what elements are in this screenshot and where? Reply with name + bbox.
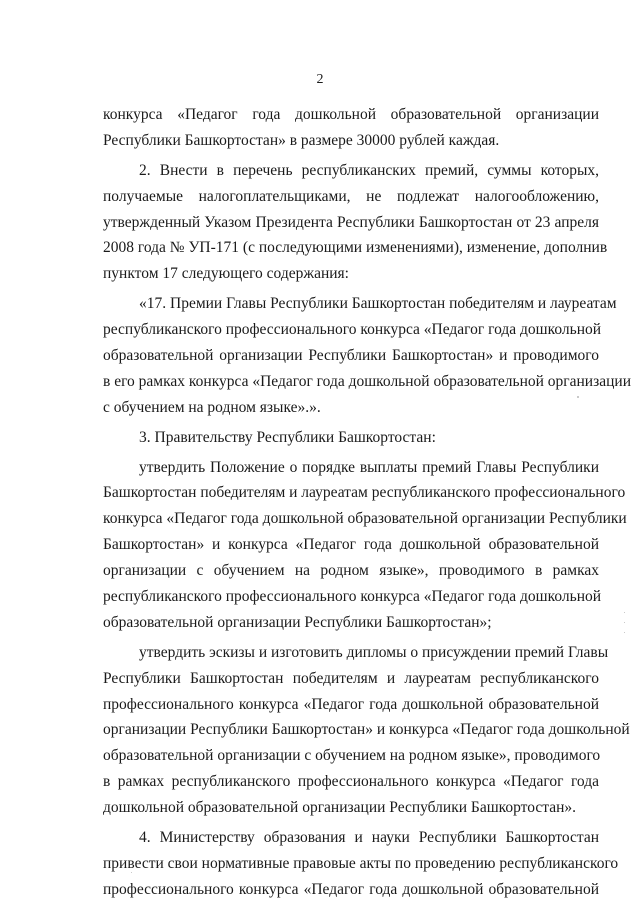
document-body: [103, 102, 631, 903]
text-line: Башкортостан» и конкурса «Педагог года дошкольной образовательной: [103, 536, 599, 554]
text-line: привести свои нормативные правовые акты по проведению республиканского: [103, 854, 619, 872]
text-line: Республики Башкортостан» в размере 30000 рублей каждая.: [103, 131, 500, 149]
text-line: дошкольной образовательной организации Республики Башкортостан».: [103, 799, 577, 817]
text-line: в его рамках конкурса «Педагог года дошкольной образовательной организации: [103, 372, 631, 390]
scan-speck: [624, 632, 625, 633]
text-line: утвердить Положение о порядке выплаты премий Главы Республики: [139, 458, 599, 476]
text-line: получаемые налогоплательщиками, не подлежат налогообложению,: [103, 187, 599, 205]
text-line: образовательной организации Республики Башкортостан»;: [103, 613, 492, 631]
scan-speck: [577, 396, 579, 398]
text-line: конкурса «Педагог года дошкольной образовательной организации Республики: [103, 510, 627, 528]
text-line: конкурса «Педагог года дошкольной образовательной организации: [103, 106, 599, 123]
text-line: республиканского профессионального конкурса «Педагог года дошкольной: [103, 321, 602, 339]
text-line: 3. Правительству Республики Башкортостан:: [139, 428, 436, 446]
text-line: профессионального конкурса «Педагог года дошкольной образовательной: [103, 880, 599, 898]
text-line: с обучением на родном языке».».: [103, 398, 321, 416]
text-line: образовательной организации Республики Башкортостан» и проводимого: [103, 347, 599, 365]
text-line: профессионального конкурса «Педагог года дошкольной образовательной: [103, 695, 599, 713]
text-line: пунктом 17 следующего содержания:: [103, 265, 349, 283]
scan-speck: [624, 622, 625, 623]
text-line: республиканского профессионального конкурса «Педагог года дошкольной: [103, 588, 602, 606]
text-line: Башкортостан победителям и лауреатам республиканского профессионального: [103, 484, 626, 502]
text-line: организации Республики Башкортостан» и конкурса «Педагог года дошкольной: [103, 721, 630, 739]
text-line: в рамках республиканского профессионального конкурса «Педагог года: [103, 773, 599, 791]
text-line: 4. Министерству образования и науки Республики Башкортостан: [139, 829, 599, 847]
page-number: 2: [316, 72, 324, 87]
text-line: образовательной организации с обучением на родном языке», проводимого: [103, 747, 601, 765]
text-line: 2008 года № УП-171 (с последующими изменениями), изменение, дополнив: [103, 239, 608, 257]
text-line: организации с обучением на родном языке», проводимого в рамках: [103, 562, 599, 580]
text-line: Республики Башкортостан победителям и лауреатам республиканского: [103, 669, 599, 687]
scan-speck: [131, 872, 132, 873]
scan-speck: [624, 612, 625, 613]
text-line: «17. Премии Главы Республики Башкортостан победителям и лауреатам: [139, 295, 617, 313]
text-line: утвердить эскизы и изготовить дипломы о присуждении премий Главы: [139, 643, 609, 661]
text-line: 2. Внести в перечень республиканских премий, суммы которых,: [139, 161, 599, 179]
text-line: утвержденный Указом Президента Республики Башкортостан от 23 апреля: [103, 213, 599, 231]
